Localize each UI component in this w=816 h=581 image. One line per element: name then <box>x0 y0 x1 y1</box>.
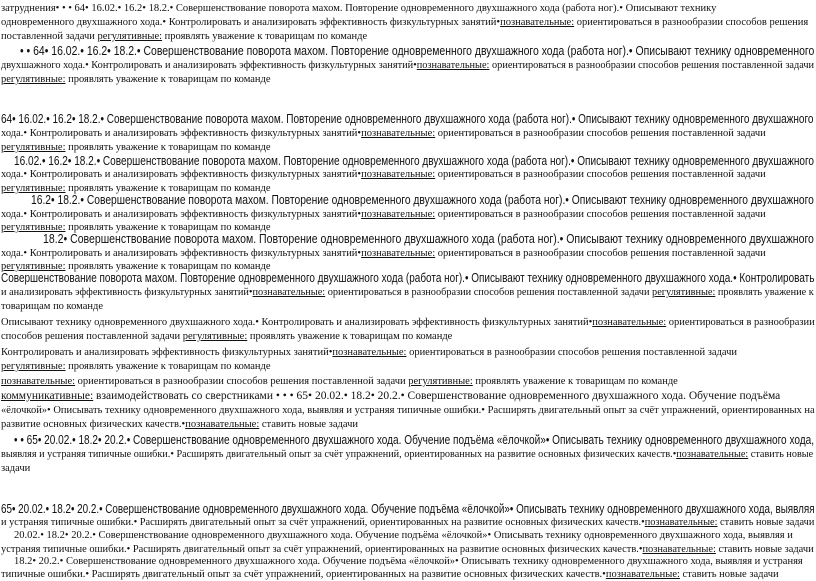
text-line: познавательные: ориентироваться в разнообразии способов решения поставленной задачи регулятивные: проявлять уважение к товарищам по команде <box>1 376 678 387</box>
text-line: регулятивные: проявлять уважение к товарищам по команде <box>1 74 271 85</box>
text-line: 16.02.• 16.2• 18.2.• Совершенствование поворота махом. Повторение одновременного двухшажного хода (работа ног).• Описывают технику одновременного двухшажного <box>14 154 815 168</box>
text-line: товарищам по команде <box>1 301 104 312</box>
text-line: хода.• Контролировать и анализировать эффективность физкультурных занятий•познавательные: ориентироваться в разнообразии способов решения поставленной задачи <box>1 248 766 259</box>
text-line: 18.2• 20.2.• Совершенствование одновременного двухшажного хода. Обучение подъёма «ёлочкой»• Описывать технику одновременного двухшажного хода, выявляя и устраняя <box>14 556 803 567</box>
text-line: хода.• Контролировать и анализировать эффективность физкультурных занятий•познавательные: ориентироваться в разнообразии способов решения поставленной задачи <box>1 169 766 180</box>
text-line: 18.2• Совершенствование поворота махом. Повторение одновременного двухшажного хода (работа ног).• Описывают технику одновременного двухшажного <box>43 232 814 246</box>
text-line: регулятивные: проявлять уважение к товарищам по команде <box>1 361 271 372</box>
text-line: и устраняя типичные ошибки.• Расширять двигательный опыт за счёт упражнений, ориентированных на развитие основных физических качеств.•познавательные: ставить новые задачи <box>1 517 815 528</box>
text-line: одновременного двухшажного хода.• Контролировать и анализировать эффективность физкультурных занятий•познавательные: ориентироваться в разнообразии способов решения <box>1 17 809 28</box>
text-line: устраняя типичные ошибки.• Расширять двигательный опыт за счёт упражнений, ориентированных на развитие основных физических качеств.•познавательные: ставить новые задачи <box>1 544 814 555</box>
text-line: 64• 16.02.• 16.2• 18.2.• Совершенствование поворота махом. Повторение одновременного двухшажного хода (работа ног).• Описывают технику одновременного двухшажного <box>1 112 814 126</box>
text-line: 65• 20.02.• 18.2• 20.2.• Совершенствование одновременного двухшажного хода. Обучение подъёма «ёлочкой»• Описывать технику одновременного двухшажного хода, выявляя <box>1 502 815 516</box>
text-line: поставленной задачи регулятивные: проявлять уважение к товарищам по команде <box>1 31 368 42</box>
text-line: 16.2• 18.2.• Совершенствование поворота махом. Повторение одновременного двухшажного хода (работа ног).• Описывают технику одновременного двухшажного <box>31 193 814 207</box>
text-line: 20.02.• 18.2• 20.2.• Совершенствование одновременного двухшажного хода. Обучение подъёма «ёлочкой»• Описывать технику одновременного двухшажного хода, выявляя и <box>14 530 793 541</box>
text-line: двухшажного хода.• Контролировать и анализировать эффективность физкультурных занятий•познавательные: ориентироваться в разнообразии способов решения поставленной задачи <box>1 60 815 71</box>
text-line: Совершенствование поворота махом. Повторение одновременного двухшажного хода (работа ног).• Описывают технику одновременного двухшажного хода.• Контролировать <box>1 271 815 285</box>
text-line: регулятивные: проявлять уважение к товарищам по команде <box>1 261 271 272</box>
text-line: Описывают технику одновременного двухшажного хода.• Контролировать и анализировать эффективность физкультурных занятий•познавательные: ориентироваться в разнообразии <box>1 317 815 328</box>
text-line: задачи <box>1 463 31 474</box>
text-line: хода.• Контролировать и анализировать эффективность физкультурных занятий•познавательные: ориентироваться в разнообразии способов решения поставленной задачи <box>1 128 766 139</box>
text-line: • • 64• 16.02.• 16.2• 18.2.• Совершенствование поворота махом. Повторение одновременного двухшажного хода (работа ног).• Описывают технику одновременного <box>20 44 815 58</box>
text-line: Контролировать и анализировать эффективность физкультурных занятий•познавательные: ориентироваться в разнообразии способов решения поставленной задачи <box>1 347 738 358</box>
text-line: коммуникативные: взаимодействовать со сверстниками • • • 65• 20.02.• 18.2• 20.2.• Совершенствование одновременного двухшажного хода. Обучение подъёма <box>1 390 781 402</box>
text-line: выявляя и устраняя типичные ошибки.• Расширять двигательный опыт за счёт упражнений, ориентированных на развитие основных физических качеств.•познавательные: ставить новые <box>1 449 814 460</box>
text-line: развитие основных физических качеств.•познавательные: ставить новые задачи <box>1 419 358 430</box>
text-line: хода.• Контролировать и анализировать эффективность физкультурных занятий•познавательные: ориентироваться в разнообразии способов решения поставленной задачи <box>1 209 766 220</box>
text-line: • • 65• 20.02.• 18.2• 20.2.• Совершенствование одновременного двухшажного хода. Обучение подъёма «ёлочкой»• Описывать технику одновременного двухшажного хода, <box>14 433 815 447</box>
text-line: способов решения поставленной задачи регулятивные: проявлять уважение к товарищам по команде <box>1 331 453 342</box>
text-line: регулятивные: проявлять уважение к товарищам по команде <box>1 142 271 153</box>
text-line: регулятивные: проявлять уважение к товарищам по команде <box>1 222 271 233</box>
text-line: и анализировать эффективность физкультурных занятий•познавательные: ориентироваться в разнообразии способов решения поставленной задачи регулятивные: проявлять уважение к <box>1 287 814 298</box>
text-line: «ёлочкой»• Описывать технику одновременного двухшажного хода, выявляя и устраняя типичные ошибки.• Расширять двигательный опыт за счёт упражнений, ориентированных на <box>1 405 815 416</box>
text-line: регулятивные: проявлять уважение к товарищам по команде <box>1 183 271 194</box>
text-line: затруднения• • • 64• 16.02.• 16.2• 18.2.• Совершенствование поворота махом. Повторение одновременного двухшажного хода (работа ног).• Описывают технику <box>1 3 717 14</box>
text-line: типичные ошибки.• Расширять двигательный опыт за счёт упражнений, ориентированных на развитие основных физических качеств.•познавательные: ставить новые задачи <box>1 569 779 580</box>
